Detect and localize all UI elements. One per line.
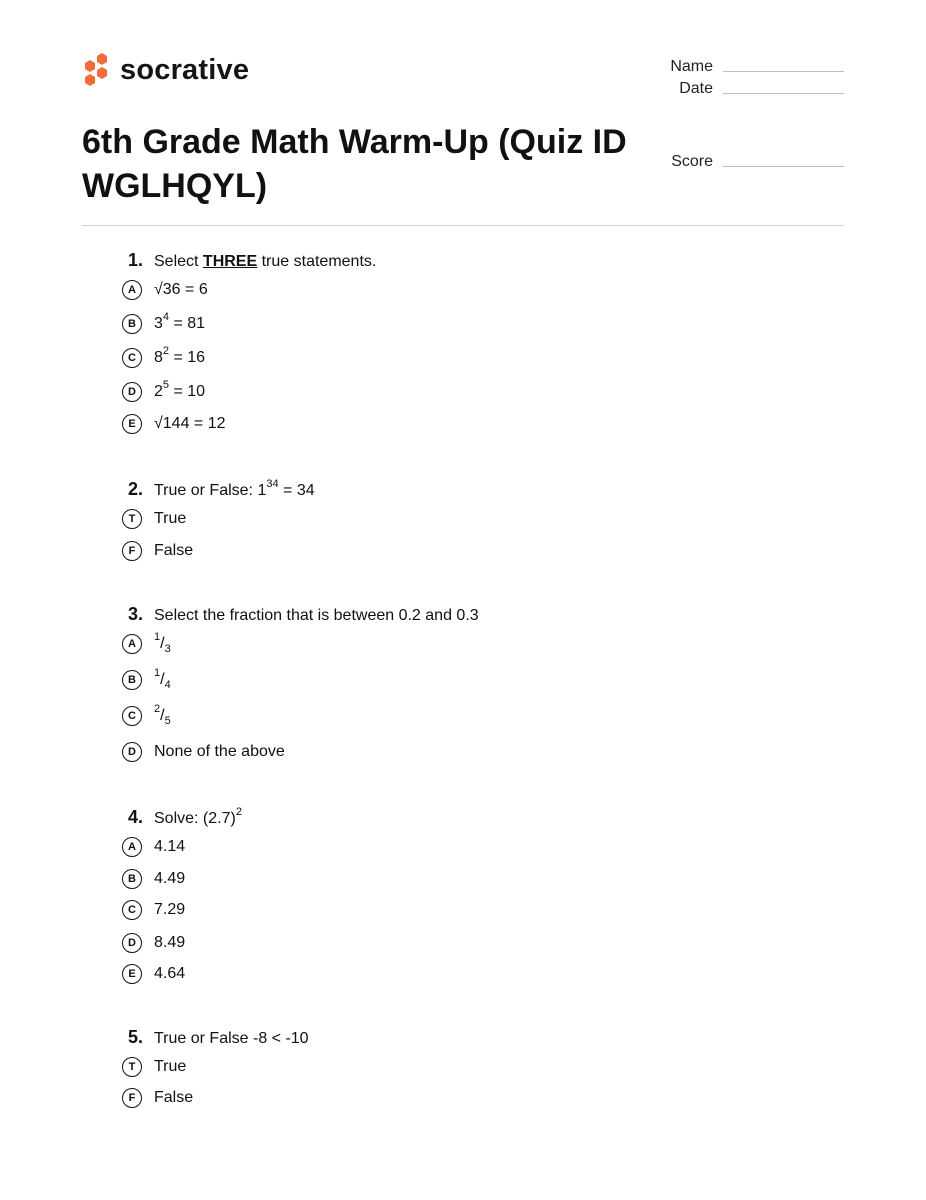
date-line[interactable] xyxy=(723,92,844,94)
answer-option-d[interactable] xyxy=(120,742,285,762)
answer-option-b[interactable] xyxy=(120,310,206,334)
brand-logo xyxy=(82,52,249,88)
option-bubble[interactable]: A xyxy=(122,837,142,857)
answer-option-c[interactable] xyxy=(120,344,206,368)
question-number: 1. xyxy=(128,250,144,270)
option-bubble[interactable]: A xyxy=(122,634,142,654)
option-text: True xyxy=(154,510,187,527)
question-2 xyxy=(120,477,820,559)
question-number: 3. xyxy=(128,604,144,624)
answer-option-d[interactable] xyxy=(120,378,206,402)
score-field[interactable] xyxy=(661,153,844,171)
answer-option-true[interactable] xyxy=(120,509,186,529)
option-bubble[interactable]: F xyxy=(122,1088,142,1108)
option-text: $^1/_3$ xyxy=(154,630,171,656)
answer-option-c[interactable] xyxy=(120,702,171,728)
option-text: √36 = 6 xyxy=(154,281,208,298)
name-field[interactable] xyxy=(661,58,844,76)
quiz-title: 6th Grade Math Warm-Up (Quiz ID WGLHQYL) xyxy=(82,123,627,205)
answer-option-c[interactable] xyxy=(120,900,185,920)
date-label: Date xyxy=(679,80,713,97)
option-bubble[interactable]: T xyxy=(122,509,142,529)
question-4 xyxy=(120,805,820,982)
question-number: 2. xyxy=(128,479,144,499)
option-text: False xyxy=(154,1089,194,1106)
score-label: Score xyxy=(671,153,713,170)
option-bubble[interactable]: E xyxy=(122,964,142,984)
question-3 xyxy=(120,604,820,760)
name-line[interactable] xyxy=(723,70,844,72)
answer-option-b[interactable] xyxy=(120,869,185,889)
option-text: $8^2 = 16$ xyxy=(154,344,206,366)
answer-option-a[interactable] xyxy=(120,630,171,656)
option-bubble[interactable]: T xyxy=(122,1057,142,1077)
question-1 xyxy=(120,250,820,432)
score-line[interactable] xyxy=(723,165,844,167)
answer-option-e[interactable] xyxy=(120,964,185,984)
answer-option-a[interactable] xyxy=(120,280,208,300)
option-text: None of the above xyxy=(154,743,285,760)
option-bubble[interactable]: C xyxy=(122,900,142,920)
option-text: √144 = 12 xyxy=(154,415,226,432)
name-label: Name xyxy=(670,58,713,75)
option-bubble[interactable]: A xyxy=(122,280,142,300)
answer-option-false[interactable] xyxy=(120,541,193,561)
question-number: 4. xyxy=(128,807,144,827)
option-bubble[interactable]: D xyxy=(122,382,142,402)
option-text: 4.49 xyxy=(154,870,186,887)
option-text: $2^5 = 10$ xyxy=(154,378,206,400)
question-5 xyxy=(120,1027,820,1106)
question-text: Solve: $(2.7)^2$ xyxy=(154,805,242,827)
option-text: True xyxy=(154,1058,187,1075)
option-text: 7.29 xyxy=(154,901,186,918)
option-text: 4.14 xyxy=(154,838,186,855)
answer-option-false[interactable] xyxy=(120,1088,193,1108)
option-text: 8.49 xyxy=(154,934,186,951)
answer-option-d[interactable] xyxy=(120,933,185,953)
emphasis-text: THREE xyxy=(202,253,258,270)
answer-option-b[interactable] xyxy=(120,666,171,692)
question-text: True or False: $1^{34} = 34$ xyxy=(154,477,315,499)
date-field[interactable] xyxy=(661,80,844,98)
question-number: 5. xyxy=(128,1027,144,1047)
option-text: $3^4 = 81$ xyxy=(154,310,206,332)
socrative-logo-icon xyxy=(82,52,112,88)
option-bubble[interactable]: E xyxy=(122,414,142,434)
option-bubble[interactable]: F xyxy=(122,541,142,561)
option-bubble[interactable]: B xyxy=(122,314,142,334)
option-bubble[interactable]: B xyxy=(122,869,142,889)
option-bubble[interactable]: B xyxy=(122,670,142,690)
option-text: False xyxy=(154,542,194,559)
brand-name: socrative xyxy=(120,53,250,86)
option-text: $^1/_4$ xyxy=(154,666,171,692)
option-text: 4.64 xyxy=(154,965,186,982)
option-bubble[interactable]: D xyxy=(122,933,142,953)
question-text: Select the fraction that is between 0.2 and 0.3 xyxy=(154,607,479,624)
answer-option-true[interactable] xyxy=(120,1057,186,1077)
option-text: $^2/_5$ xyxy=(154,702,171,728)
header-divider xyxy=(82,225,844,226)
option-bubble[interactable]: D xyxy=(122,742,142,762)
answer-option-a[interactable] xyxy=(120,837,185,857)
answer-option-e[interactable] xyxy=(120,414,226,434)
option-bubble[interactable]: C xyxy=(122,706,142,726)
question-text: True or False -8 < -10 xyxy=(154,1030,309,1047)
option-bubble[interactable]: C xyxy=(122,348,142,368)
question-text: Select THREE true statements. xyxy=(154,253,377,270)
